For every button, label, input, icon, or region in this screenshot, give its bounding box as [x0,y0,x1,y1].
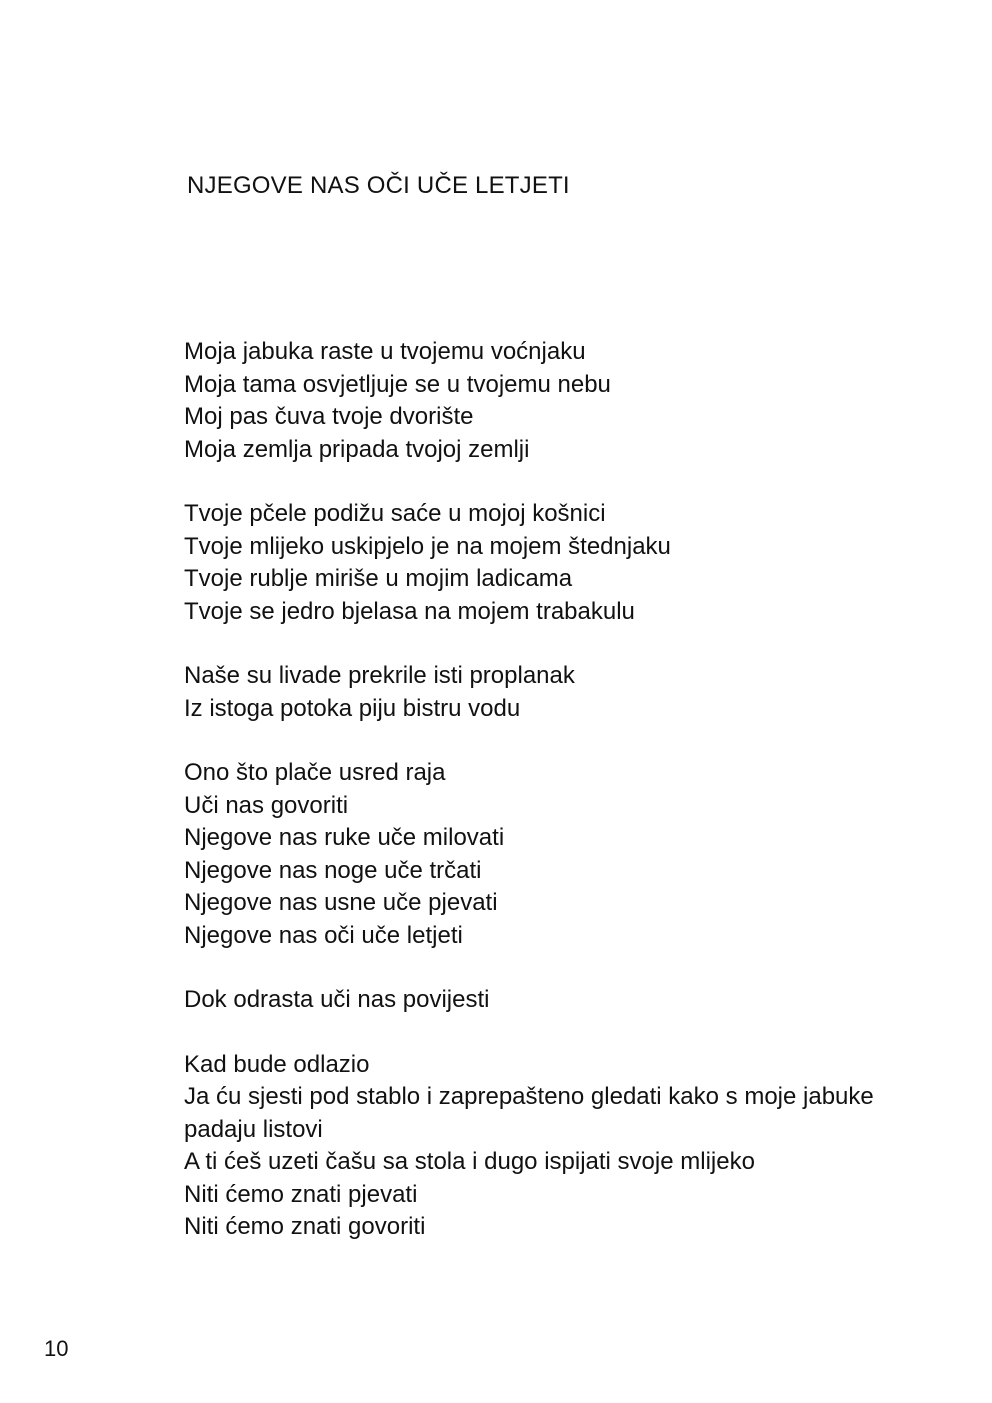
poem-line: Tvoje mlijeko uskipjelo je na mojem štednjaku [184,532,671,560]
stanza-1 [184,336,984,466]
stanza-3 [184,660,984,725]
poem-line: Njegove nas usne uče pjevati [184,889,498,916]
poem-line: Ono što plače usred raja [184,759,446,786]
poem-line: Niti ćemo znati govoriti [184,1213,426,1240]
poem-line: Dok odrasta uči nas povijesti [184,986,490,1013]
poem-line: Uči nas govoriti [184,791,349,819]
poem-line: Tvoje pčele podižu saće u mojoj košnici [184,500,606,527]
poem-line: Moja zemlja pripada tvojoj zemlji [184,435,530,463]
poem-line: Kad bude odlazio [184,1050,370,1078]
poem-line: Ja ću sjesti pod stablo i zaprepašteno gledati kako s moje jabuke [184,1083,874,1110]
poem-line: Njegove nas oči uče letjeti [184,921,463,949]
poem-line: Iz istoga potoka piju bistru vodu [184,694,521,722]
poem-line: Naše su livade prekrile isti proplanak [184,662,575,689]
page-number: 10 [44,1336,69,1361]
poem-line: Njegove nas ruke uče milovati [184,824,505,851]
poem-line: Moja tama osvjetljuje se u tvojemu nebu [184,370,611,398]
poem-line: Moja jabuka raste u tvojemu voćnjaku [184,338,586,365]
poem-body [184,336,984,1276]
poem-line: Niti ćemo znati pjevati [184,1180,418,1208]
poem-line: Tvoje rublje miriše u mojim ladicama [184,565,573,592]
poem-title: NJEGOVE NAS OČI UČE LETJETI [187,172,570,199]
poem-line: Tvoje se jedro bjelasa na mojem trabakulu [184,597,635,625]
poem-line: A ti ćeš uzeti čašu sa stola i dugo ispijati svoje mlijeko [184,1148,755,1175]
stanza-5 [184,984,984,1017]
poem-line: Njegove nas noge uče trčati [184,856,482,884]
poem-line: padaju listovi [184,1115,323,1143]
stanza-2 [184,498,984,628]
poem-line: Moj pas čuva tvoje dvorište [184,403,474,430]
stanza-4 [184,757,984,952]
stanza-6 [184,1049,984,1244]
